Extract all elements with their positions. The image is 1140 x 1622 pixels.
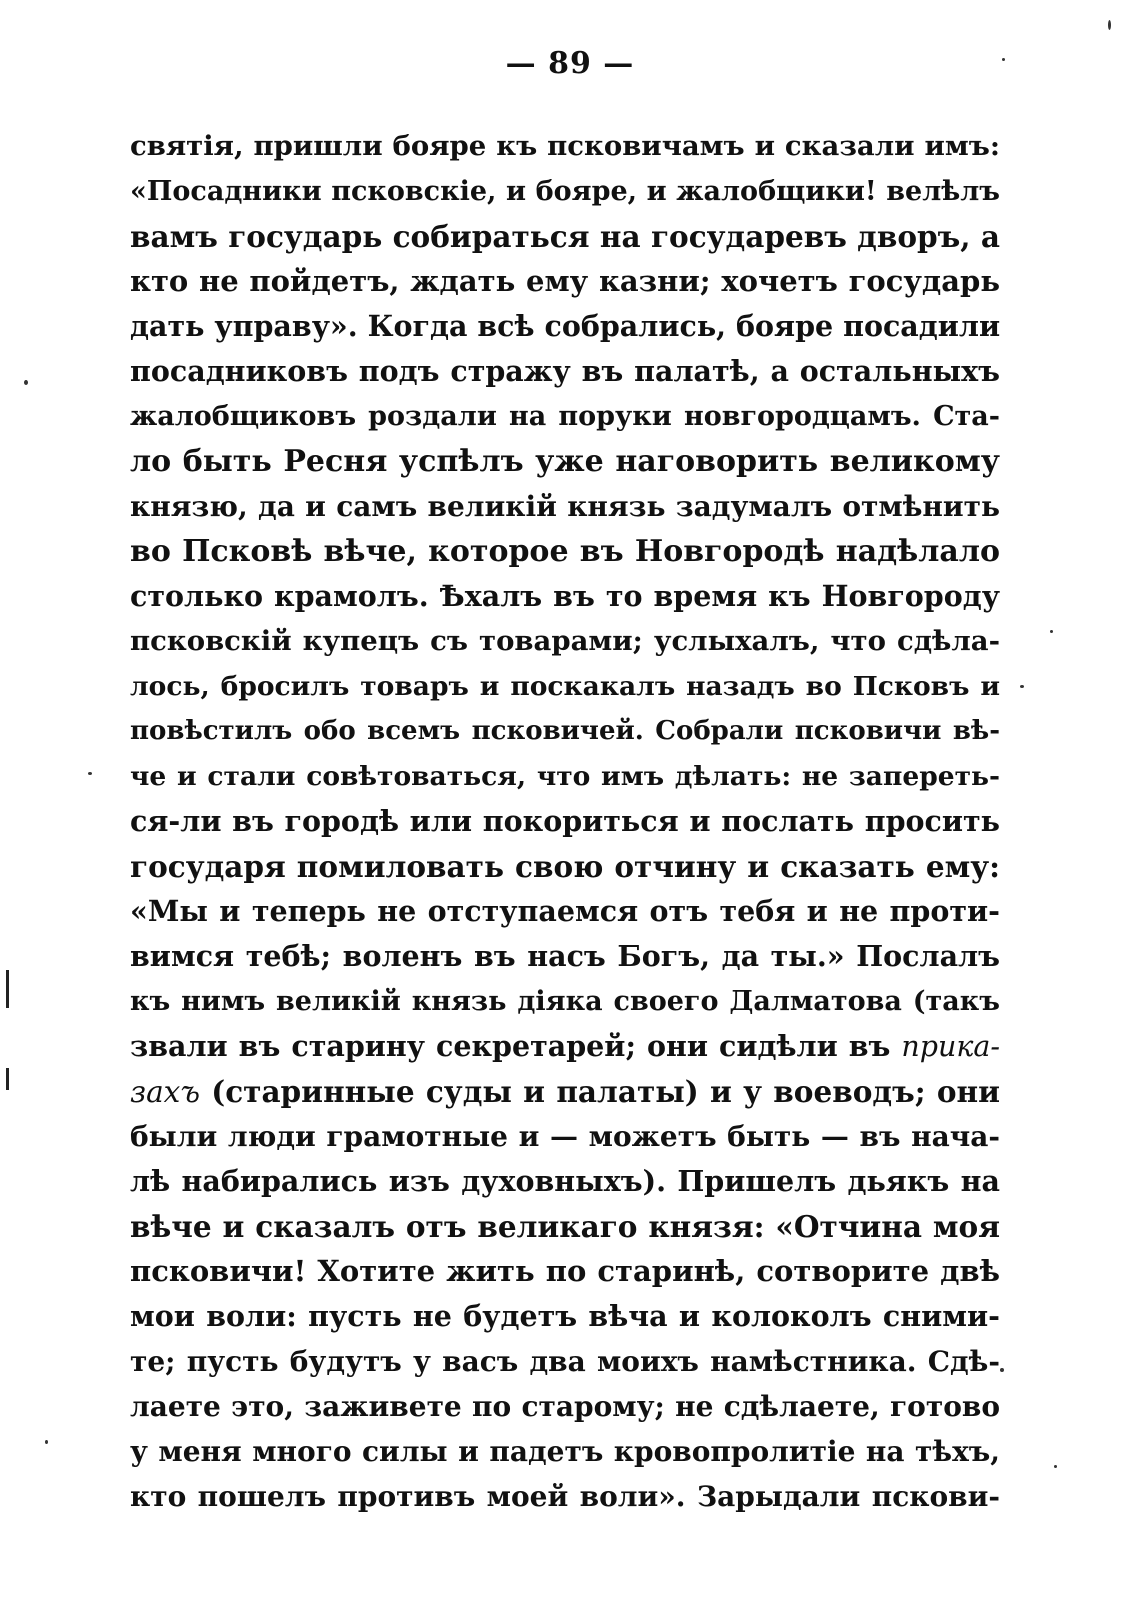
text-line: псковскій купецъ съ товарами; услыхалъ, что сдѣла-	[130, 625, 1000, 657]
text-line: ло быть Ресня успѣлъ уже наговорить великому	[130, 444, 1000, 479]
text-line: были люди грамотные и — можетъ быть — въ нача-	[130, 1120, 1000, 1153]
scan-speck	[1108, 20, 1111, 30]
text-line: кто не пойдетъ, ждать ему казни; хочетъ государь	[130, 264, 1000, 298]
scan-speck	[1002, 58, 1005, 61]
italic-text-segment: прика-	[901, 1030, 1000, 1063]
text-line: вамъ государь собираться на государевъ дворъ, а	[130, 219, 1000, 254]
italic-text-segment: захъ	[130, 1075, 200, 1109]
text-line: ся-ли въ городѣ или покориться и послать просить	[130, 804, 1000, 838]
text-line: повѣстилъ обо всемъ псковичей. Собрали псковичи вѣ-	[130, 716, 1000, 746]
text-line: вимся тебѣ; воленъ въ насъ Богъ, да ты.» Послалъ	[130, 939, 1000, 973]
text-line-with-italic	[130, 1024, 1000, 1069]
text-line: те; пусть будутъ у васъ два моихъ намѣстника. Сдѣ-	[130, 1345, 1000, 1378]
text-segment: (старинные суды и палаты) и у воеводъ; они	[199, 1074, 1000, 1109]
text-line: князю, да и самъ великій князь задумалъ отмѣнить	[130, 490, 1000, 523]
text-line: псковичи! Хотите жить по старинѣ, сотворите двѣ	[130, 1254, 1000, 1288]
scan-edge-mark	[6, 1068, 9, 1090]
text-line: къ нимъ великій князь діяка своего Далматова (такъ	[130, 986, 1000, 1017]
page-number: — 89 —	[505, 46, 635, 81]
text-line: лаете это, заживете по старому; не сдѣлаете, готово	[130, 1390, 1000, 1423]
text-segment: звали въ старину секретарей; они сидѣли въ	[130, 1029, 902, 1063]
scan-speck	[1054, 1465, 1057, 1468]
scan-speck	[24, 380, 28, 385]
text-line-with-italic	[130, 1069, 1000, 1114]
scan-speck	[1050, 630, 1053, 633]
text-line: «Посадники псковскіе, и бояре, и жалобщики! велѣлъ	[130, 176, 1000, 207]
text-line: «Мы и теперь не отступаемся отъ тебя и не проти-	[130, 894, 1000, 928]
text-line: во Псковѣ вѣче, которое въ Новгородѣ надѣлало	[130, 534, 1000, 569]
text-line: вѣче и сказалъ отъ великаго князя: «Отчина моя	[130, 1209, 1000, 1244]
text-line: мои воли: пусть не будетъ вѣча и колоколъ сними-	[130, 1299, 1000, 1333]
text-line: кто пошелъ противъ моей воли». Зарыдали пскови-	[130, 1480, 1000, 1513]
scan-speck	[1020, 685, 1024, 688]
text-line: государя помиловать свою отчину и сказать ему:	[130, 849, 1000, 884]
text-line: жалобщиковъ роздали на поруки новгородцамъ. Ста-	[130, 401, 1000, 432]
text-line: че и стали совѣтоваться, что имъ дѣлать: не запереть-	[130, 761, 1000, 792]
scan-edge-mark	[6, 970, 9, 1008]
scan-speck	[88, 772, 92, 775]
text-line: столько крамолъ. Ѣхалъ въ то время къ Новгороду	[130, 579, 1000, 613]
text-line: лось, бросилъ товаръ и поскакалъ назадъ во Псковъ и	[130, 671, 1000, 702]
text-line: лѣ набирались изъ духовныхъ). Пришелъ дьякъ на	[130, 1164, 1000, 1198]
text-line: у меня много силы и падетъ кровопролитіе на тѣхъ,	[130, 1435, 1000, 1468]
scan-speck	[1000, 1368, 1004, 1372]
text-line: святія, пришли бояре къ псковичамъ и сказали имъ:	[130, 130, 1000, 162]
text-line: дать управу». Когда всѣ собрались, бояре посадили	[130, 309, 1001, 343]
body-text	[130, 124, 1000, 1519]
text-line: посадниковъ подъ стражу въ палатѣ, а остальныхъ	[130, 354, 1000, 388]
scan-speck	[45, 1440, 48, 1444]
